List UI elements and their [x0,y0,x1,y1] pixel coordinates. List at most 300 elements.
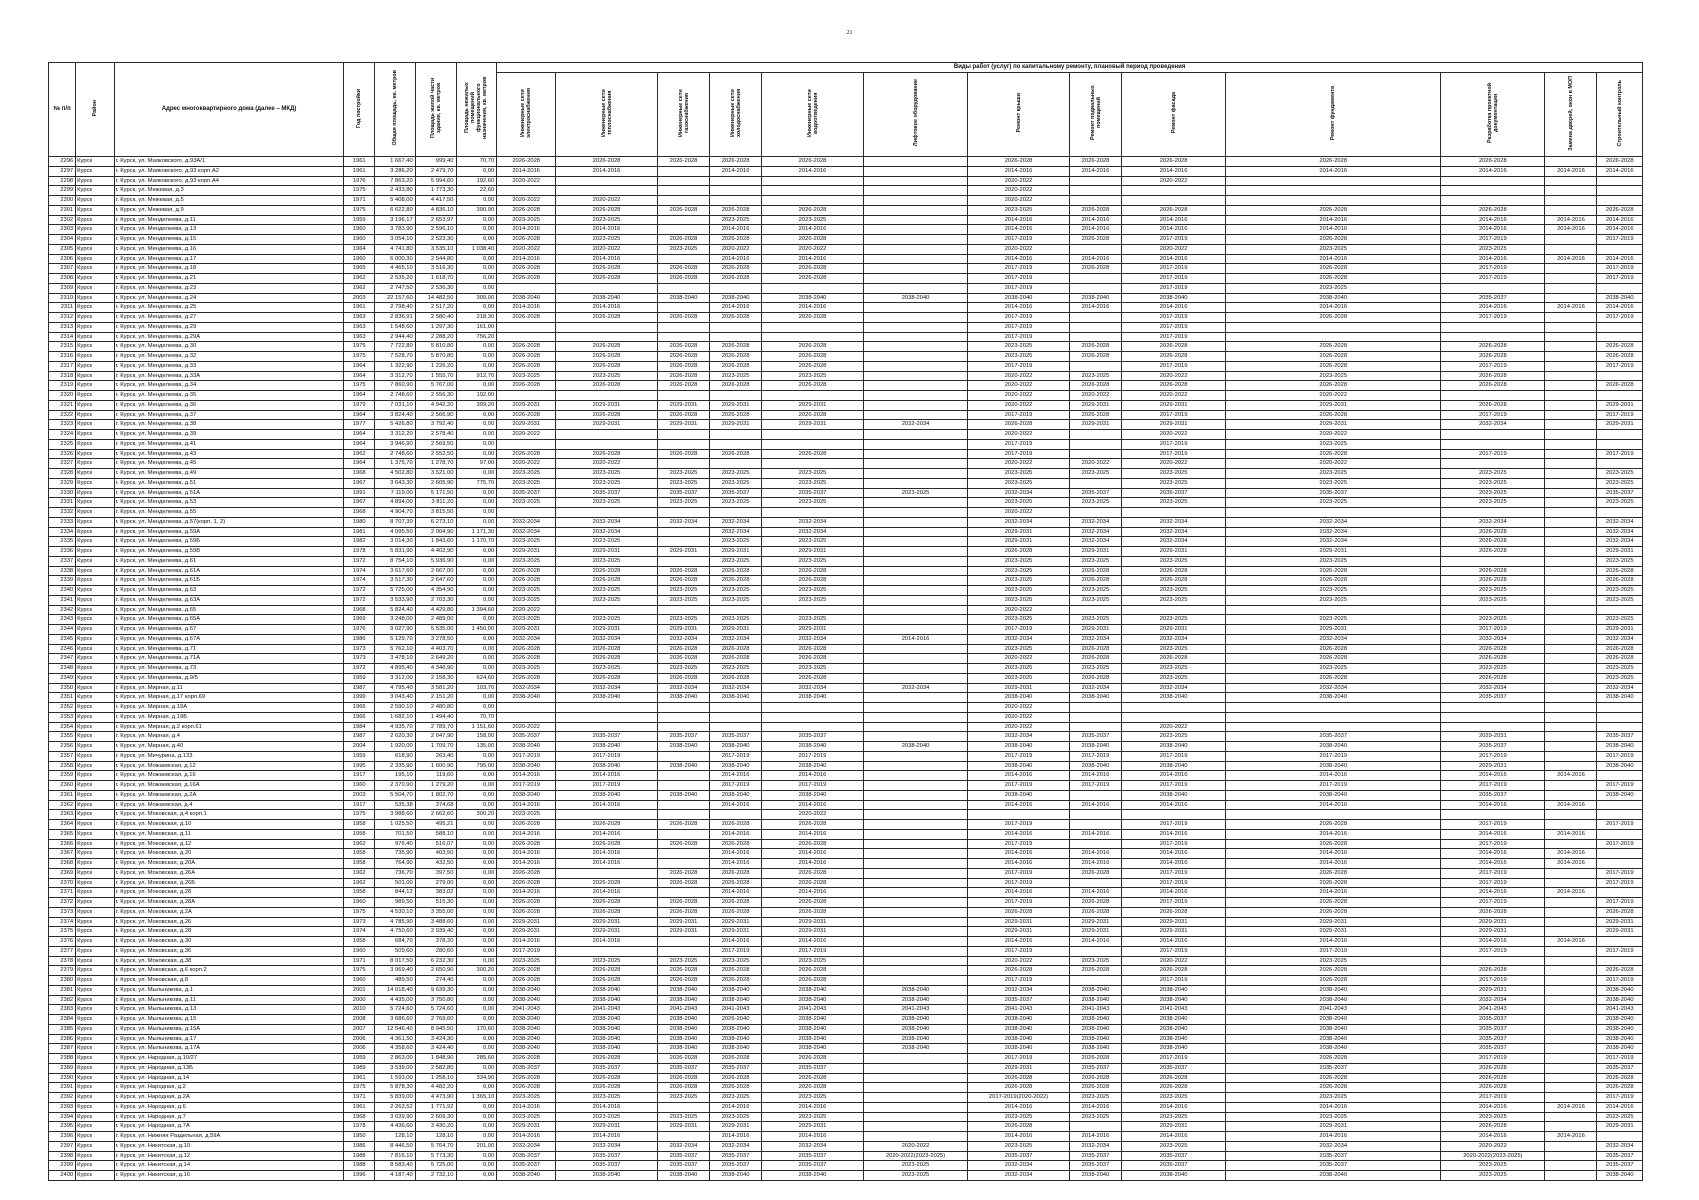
table-cell: 2026-2028 [1226,820,1441,830]
table-cell: 2026-2028 [1226,361,1441,371]
table-cell: 2026-2028 [710,264,762,274]
table-cell: 2026-2028 [556,264,658,274]
table-cell: 2026-2028 [762,644,864,654]
table-row [49,820,1643,830]
table-cell: 2029-2031 [1441,927,1545,937]
table-cell: 2 578,40 [415,430,456,440]
table-cell: 2026-2028 [762,342,864,352]
table-cell [1441,176,1545,186]
table-cell: 2026-2028 [1070,673,1122,683]
table-cell: 2035-2037 [657,488,709,498]
table-cell: 2023-2025 [1070,586,1122,596]
table-cell: 2026-2028 [657,157,709,167]
table-cell [1597,244,1643,254]
table-cell: 2026-2028 [710,1073,762,1083]
table-cell: 2035-2037 [1441,293,1545,303]
table-cell: 2038-2040 [762,742,864,752]
table-cell: г. Курск, ул. Народная, д.13Б [114,1063,344,1073]
table-row [49,342,1643,352]
table-cell: 2029-2031 [710,400,762,410]
table-cell: 2026-2028 [556,352,658,362]
table-cell: 201,00 [456,1141,497,1151]
table-cell: 2017-2019 [1597,868,1643,878]
table-cell: 2023-2025 [968,664,1070,674]
table-cell: 2017-2019 [1122,410,1226,420]
table-cell: 2 552,50 [415,449,456,459]
table-cell: 2023-2025 [497,556,556,566]
table-cell: 3 478,10 [375,654,416,664]
table-cell: 2038-2040 [1226,790,1441,800]
table-cell: 1 920,00 [375,742,416,752]
table-cell [863,790,967,800]
table-cell: 0,00 [456,644,497,654]
table-row [49,274,1643,284]
table-cell [1441,283,1545,293]
table-cell: 2020-2022 [968,459,1070,469]
table-cell: 844,12 [375,888,416,898]
header-work-doors-windows: Замена дверей, окон в МОП [1545,73,1597,157]
table-cell: Курск [76,888,114,898]
table-cell: г. Курск, ул. Менделеева, д.21 [114,274,344,284]
table-cell: 2017-2019 [1597,1054,1643,1064]
table-cell: 1958 [344,888,375,898]
table-cell: 2032-2034 [1070,527,1122,537]
table-cell: 2023-2025 [710,498,762,508]
table-cell: 2026-2028 [710,654,762,664]
table-cell: 0,00 [456,771,497,781]
table-cell: 2038-2040 [968,790,1070,800]
table-cell: 2360 [49,781,76,791]
table-cell [1545,439,1597,449]
table-cell: 161,00 [456,322,497,332]
table-cell: Курск [76,751,114,761]
table-cell: 2026-2028 [710,966,762,976]
table-cell: 2003 [344,790,375,800]
table-cell [863,469,967,479]
table-cell [1597,439,1643,449]
table-cell: 2023-2025 [762,615,864,625]
table-cell: 2035-2037 [968,1151,1070,1161]
table-cell: 2020-2022(2023-2025) [863,1151,967,1161]
table-cell: 2324 [49,430,76,440]
header-row-group [49,63,1643,73]
table-cell: 2014-2016 [710,1132,762,1142]
table-cell [710,712,762,722]
table-cell [1545,995,1597,1005]
table-row [49,693,1643,703]
table-cell [710,459,762,469]
table-cell: г. Курск, ул. Нижняя Раздельная, д.59А [114,1132,344,1142]
table-row [49,391,1643,401]
table-cell: 2014-2016 [497,254,556,264]
table-cell: 2014-2016 [1226,1132,1441,1142]
table-cell: г. Курск, ул. Менделеева, д.29 [114,322,344,332]
table-cell: Курск [76,566,114,576]
table-cell [1545,1083,1597,1093]
table-cell: 2035-2037 [1226,1063,1441,1073]
table-cell: 2026-2028 [1441,1122,1545,1132]
table-cell: 2026-2028 [1122,381,1226,391]
table-cell [863,946,967,956]
table-cell: 2023-2025 [1441,1161,1545,1171]
table-cell: 2348 [49,664,76,674]
table-cell: 2014-2016 [1441,937,1545,947]
table-cell: 2017-2019 [1441,878,1545,888]
table-cell [1545,205,1597,215]
table-cell: 2345 [49,634,76,644]
table-cell: 2026-2028 [968,1073,1070,1083]
table-cell: 2029-2031 [1226,1122,1441,1132]
table-cell: 1960 [344,898,375,908]
table-cell [863,644,967,654]
table-cell: 2014-2016 [1070,888,1122,898]
table-cell [1545,966,1597,976]
table-cell: 2026-2028 [657,381,709,391]
table-row [49,332,1643,342]
table-cell: 2029-2031 [556,927,658,937]
table-cell: 2023-2025 [657,478,709,488]
table-cell: 7 816,10 [375,1151,416,1161]
table-row [49,956,1643,966]
table-cell: 3 488,60 [415,917,456,927]
table-cell: 1973 [344,644,375,654]
table-cell: 2038-2040 [710,761,762,771]
table-cell: Курск [76,586,114,596]
table-cell [657,781,709,791]
table-cell: 2032-2034 [556,683,658,693]
table-cell [1070,361,1122,371]
table-cell: г. Курск, ул. Моковская, д.11 [114,829,344,839]
table-cell: 2032-2034 [556,634,658,644]
table-cell: 0,00 [456,517,497,527]
table-cell: 2026-2028 [1597,644,1643,654]
table-cell: г. Курск, ул. Народная, д.6 [114,1102,344,1112]
table-cell: 1964 [344,410,375,420]
table-cell: 2334 [49,527,76,537]
table-cell: 2014-2016 [710,771,762,781]
table-cell [863,586,967,596]
table-cell: 2014-2016 [497,800,556,810]
table-cell: 2017-2019 [1597,898,1643,908]
table-cell: Курск [76,1141,114,1151]
table-cell: 2014-2016 [497,1102,556,1112]
table-cell [1597,956,1643,966]
table-row [49,995,1643,1005]
table-row [49,1083,1643,1093]
table-cell: 1974 [344,566,375,576]
table-cell: 2014-2016 [1545,254,1597,264]
table-cell: 1964 [344,371,375,381]
table-cell: 2026-2028 [497,907,556,917]
table-row [49,303,1643,313]
table-cell: 2029-2031 [710,1122,762,1132]
table-cell: 2363 [49,810,76,820]
table-cell: 2026-2028 [556,1073,658,1083]
table-cell: 2041-2043 [710,1005,762,1015]
table-row [49,439,1643,449]
table-cell: 2017-2019 [1122,264,1226,274]
table-cell: 7 031,10 [375,400,416,410]
table-cell: 2029-2031 [657,547,709,557]
table-cell: Курск [76,264,114,274]
table-cell: 0,00 [456,1034,497,1044]
table-cell [762,196,864,206]
table-cell: 1 375,70 [375,459,416,469]
table-cell: 0,00 [456,976,497,986]
table-cell [1545,478,1597,488]
table-cell: 1991 [344,488,375,498]
table-cell: 2038-2040 [762,985,864,995]
table-cell: 2035-2037 [1226,488,1441,498]
table-cell: 2023-2025 [1226,469,1441,479]
table-cell: 2023-2025 [968,595,1070,605]
table-cell: 2032-2034 [1441,420,1545,430]
table-cell: 4 935,70 [375,722,416,732]
table-cell: 2014-2016 [1070,215,1122,225]
table-cell: 2038-2040 [1597,761,1643,771]
table-cell [1545,907,1597,917]
table-cell [1545,244,1597,254]
table-cell: 192,00 [456,391,497,401]
table-cell: 976,40 [375,839,416,849]
table-cell: 2032-2034 [1441,683,1545,693]
table-cell: 1 171,30 [456,527,497,537]
table-cell: 2029-2031 [1597,625,1643,635]
table-cell: 2017-2019 [556,781,658,791]
table-cell [1441,508,1545,518]
table-cell: 0,00 [456,1044,497,1054]
table-cell: 2032-2034 [556,1141,658,1151]
table-cell: 0,00 [456,1171,497,1181]
table-cell: 2038-2040 [1122,761,1226,771]
table-cell: 2026-2028 [1122,205,1226,215]
table-cell: Курск [76,664,114,674]
table-cell: 2017-2019 [1122,449,1226,459]
table-cell: 2026-2028 [762,1054,864,1064]
table-cell: 0,00 [456,215,497,225]
table-cell: 2023-2025 [1226,371,1441,381]
table-cell [1070,430,1122,440]
table-cell: 0,00 [456,439,497,449]
table-cell [863,937,967,947]
table-cell: 2032-2034 [710,634,762,644]
table-cell: г. Курск, ул. Маяковского, д.93А/1 [114,157,344,167]
table-cell: 2023-2025 [762,537,864,547]
table-cell: 2029-2031 [1226,420,1441,430]
table-cell: 2026-2028 [1070,342,1122,352]
table-cell: 516,07 [415,839,456,849]
table-cell: 1 365,10 [456,1093,497,1103]
table-cell: 2035-2037 [1441,693,1545,703]
table-cell: 1978 [344,547,375,557]
table-cell: 2026-2028 [762,205,864,215]
table-cell: Курск [76,469,114,479]
table-cell: г. Курск, ул. Менделеева, д.33А [114,371,344,381]
table-cell: 5 171,50 [415,488,456,498]
table-cell: 2023-2025 [1122,673,1226,683]
table-cell [863,361,967,371]
table-cell: 2038-2040 [497,1171,556,1181]
table-cell: 300,20 [456,810,497,820]
table-cell: 2029-2031 [1122,917,1226,927]
table-cell: 5 994,60 [415,176,456,186]
table-cell: г. Курск, ул. Никитская, д.12 [114,1151,344,1161]
table-cell: 2029-2031 [968,927,1070,937]
table-cell: 2014-2016 [968,771,1070,781]
table-cell: 2026-2028 [968,907,1070,917]
table-cell: 3 969,40 [375,966,416,976]
table-cell: Курск [76,439,114,449]
table-cell: 2026-2028 [556,878,658,888]
table-cell: Курск [76,800,114,810]
table-cell: 8 583,40 [375,1161,416,1171]
table-cell: 2026-2028 [762,907,864,917]
table-cell: 2014-2016 [710,1102,762,1112]
table-cell: 2023-2025 [1226,586,1441,596]
table-cell: 2023-2025 [762,1093,864,1103]
table-cell: г. Курск, ул. Можаевская, д.2А [114,790,344,800]
table-cell: 0,00 [456,956,497,966]
table-cell [863,157,967,167]
table-cell: 1961 [344,166,375,176]
table-cell [657,303,709,313]
table-cell: 2 544,80 [415,254,456,264]
table-cell [1545,342,1597,352]
table-cell: 2026-2028 [1226,274,1441,284]
table-cell: 2368 [49,859,76,869]
table-cell: 2023-2025 [710,478,762,488]
table-row [49,1102,1643,1112]
table-cell: 2035-2037 [556,732,658,742]
table-cell: 2035-2037 [497,1151,556,1161]
table-cell: 2322 [49,410,76,420]
table-cell: 2029-2031 [497,917,556,927]
table-cell: 2023-2025 [762,556,864,566]
table-cell: 3 946,90 [375,439,416,449]
table-cell: 5 724,60 [375,1005,416,1015]
table-cell: 535,38 [375,800,416,810]
table-cell [556,186,658,196]
table-cell: 2014-2016 [556,303,658,313]
table-cell [863,898,967,908]
table-cell: 2041-2043 [762,1005,864,1015]
table-cell: г. Курск, ул. Менделеева, д.53 [114,498,344,508]
table-cell: 2035-2037 [1226,1151,1441,1161]
table-cell: 374,68 [415,800,456,810]
table-cell: 618,90 [375,751,416,761]
header-works-group: Виды работ (услуг) по капитальному ремонту, плановый период проведения [497,63,1643,73]
table-cell: 1975 [344,907,375,917]
table-cell: 2023-2025 [968,673,1070,683]
table-cell: 1964 [344,361,375,371]
table-cell [863,800,967,810]
table-cell [1441,430,1545,440]
table-cell: 2017-2019 [968,868,1070,878]
table-cell [1070,810,1122,820]
table-cell [1545,264,1597,274]
table-cell: 2026-2028 [657,976,709,986]
table-cell: 1 322,90 [375,361,416,371]
table-cell [1226,332,1441,342]
table-cell: 2038-2040 [710,1171,762,1181]
table-cell [1597,771,1643,781]
table-cell [657,800,709,810]
table-cell: 2 158,30 [415,673,456,683]
table-row [49,712,1643,722]
table-cell: 1962 [344,449,375,459]
table-row [49,469,1643,479]
table-cell: 0,00 [456,946,497,956]
table-cell: Курск [76,576,114,586]
table-cell: 2014-2016 [1441,829,1545,839]
table-cell: 263,40 [415,751,456,761]
table-cell: г. Курск, ул. Менделеева, д.59В [114,547,344,557]
table-cell: 2029-2031 [1226,927,1441,937]
table-cell: 2349 [49,673,76,683]
table-cell: 1 600,90 [415,761,456,771]
table-row [49,1141,1643,1151]
table-cell: 2032-2034 [968,1171,1070,1181]
table-cell: 2320 [49,391,76,401]
table-cell: 2026-2028 [1070,868,1122,878]
table-cell: 1959 [344,1054,375,1064]
table-cell: 2017-2019 [1122,361,1226,371]
table-cell [1545,1161,1597,1171]
table-cell: 5 724,60 [415,1005,456,1015]
table-cell: 2017-2019 [1597,313,1643,323]
table-cell [1226,196,1441,206]
table-cell: 2014-2016 [1122,166,1226,176]
table-cell: 2038-2040 [1070,995,1122,1005]
table-cell: 2023-2025 [1122,586,1226,596]
table-cell: 2014-2016 [1070,1102,1122,1112]
table-cell: 2026-2028 [1226,352,1441,362]
table-cell: 2026-2028 [1122,1083,1226,1093]
table-cell: 1971 [344,956,375,966]
table-cell: Курск [76,1015,114,1025]
table-cell: 2026-2028 [556,1054,658,1064]
table-cell: 2026-2028 [1441,352,1545,362]
table-cell: 2023-2025 [1122,469,1226,479]
table-cell [863,849,967,859]
table-cell: 2023-2025 [1122,478,1226,488]
table-cell: 2038-2040 [710,995,762,1005]
table-cell: 2020-2022 [1070,459,1122,469]
table-cell: 2014-2016 [762,166,864,176]
table-cell [657,332,709,342]
table-cell: г. Курск, ул. Мирная, д.40 [114,742,344,752]
table-cell: 2 944,40 [375,332,416,342]
table-cell: 1 394,60 [456,605,497,615]
table-cell: 2038-2040 [1226,985,1441,995]
table-cell: г. Курск, ул. Мыльникова, д.15 [114,1015,344,1025]
table-cell: 4 942,20 [415,400,456,410]
table-cell: 2035-2037 [1070,488,1122,498]
table-cell: 2383 [49,1005,76,1015]
table-cell: 2023-2025 [710,371,762,381]
table-cell: 2038-2040 [497,1015,556,1025]
table-cell: 2006 [344,1034,375,1044]
table-cell [1441,186,1545,196]
table-cell: 2038-2040 [710,742,762,752]
table-cell: 0,00 [456,1015,497,1025]
table-cell [1545,566,1597,576]
table-cell: 2014-2016 [1122,888,1226,898]
table-cell: Курск [76,966,114,976]
table-cell [657,751,709,761]
table-cell: 2020-2022 [968,508,1070,518]
table-cell: г. Курск, ул. Менделеева, д.38 [114,420,344,430]
